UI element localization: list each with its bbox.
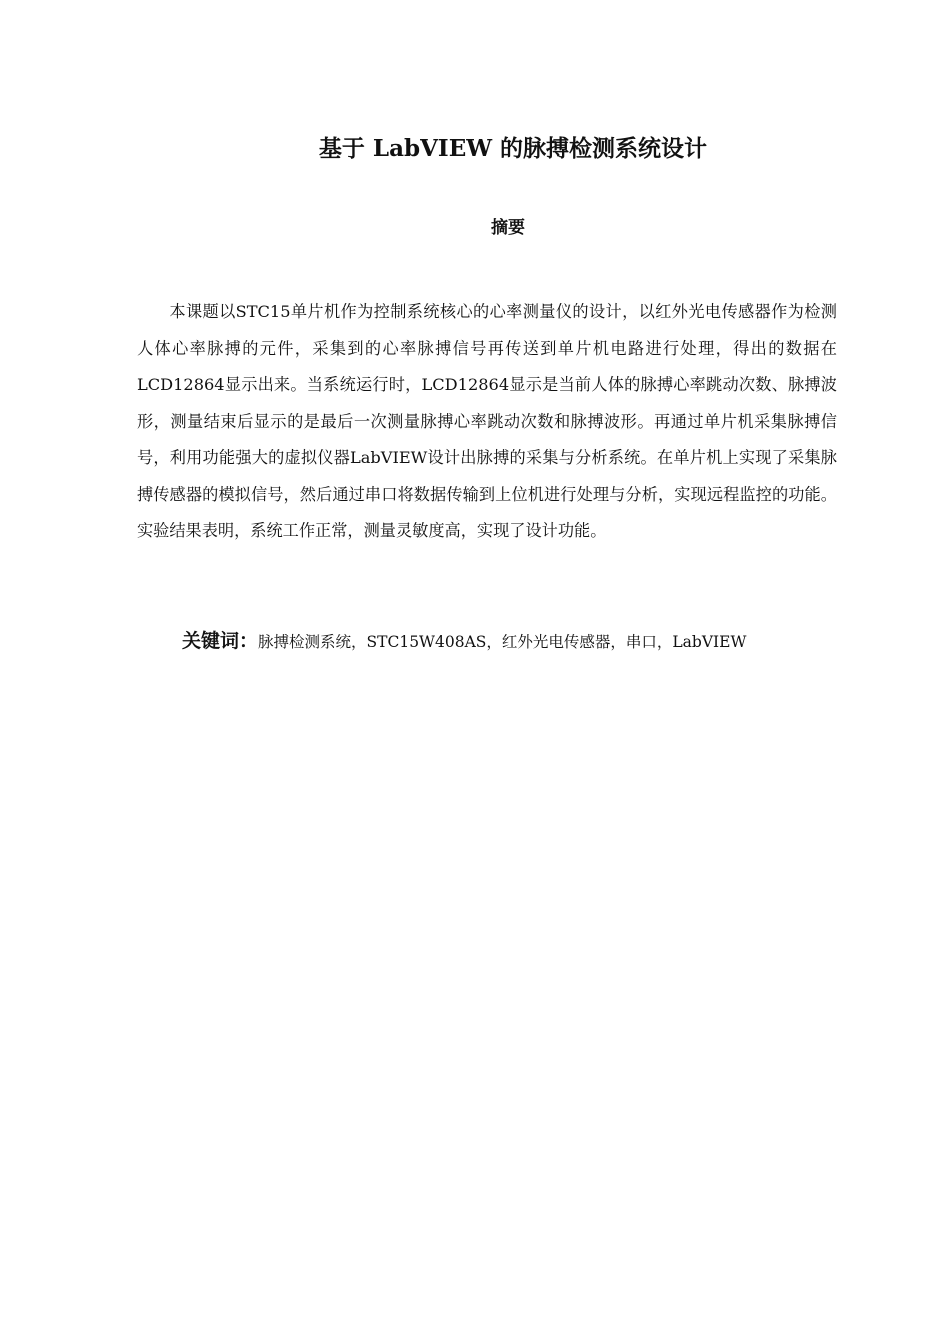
abstract-paragraph: 本课题以STC15单片机作为控制系统核心的心率测量仪的设计，以红外光电传感器作为检测人体心率脉搏的元件，采集到的心率脉搏信号再传送到单片机电路进行处理，得出的数据在LCD12864显示出来。当系统运行时，LCD12864显示是当前人体的脉搏心率跳动次数、脉搏波形，测量结束后显示的是最后一次测量脉搏心率跳动次数和脉搏波形。再通过单片机采集脉搏信号，利用功能强大的虚拟仪器LabVIEW设计出脉搏的采集与分析系统。在单片机上实现了采集脉搏传感器的模拟信号，然后通过串口将数据传输到上位机进行处理与分析，实现远程监控的功能。实验结果表明，系统工作正常，测量灵敏度高，实现了设计功能。 — [137, 302, 837, 540]
keywords-line — [182, 626, 862, 657]
abstract-heading: 摘要 — [491, 218, 525, 238]
keywords-text: 脉搏检测系统，STC15W408AS，红外光电传感器，串口，LabVIEW — [258, 633, 747, 651]
document-title: 基于 LabVIEW 的脉搏检测系统设计 — [318, 135, 708, 162]
keywords-label: 关键词： — [182, 630, 259, 652]
